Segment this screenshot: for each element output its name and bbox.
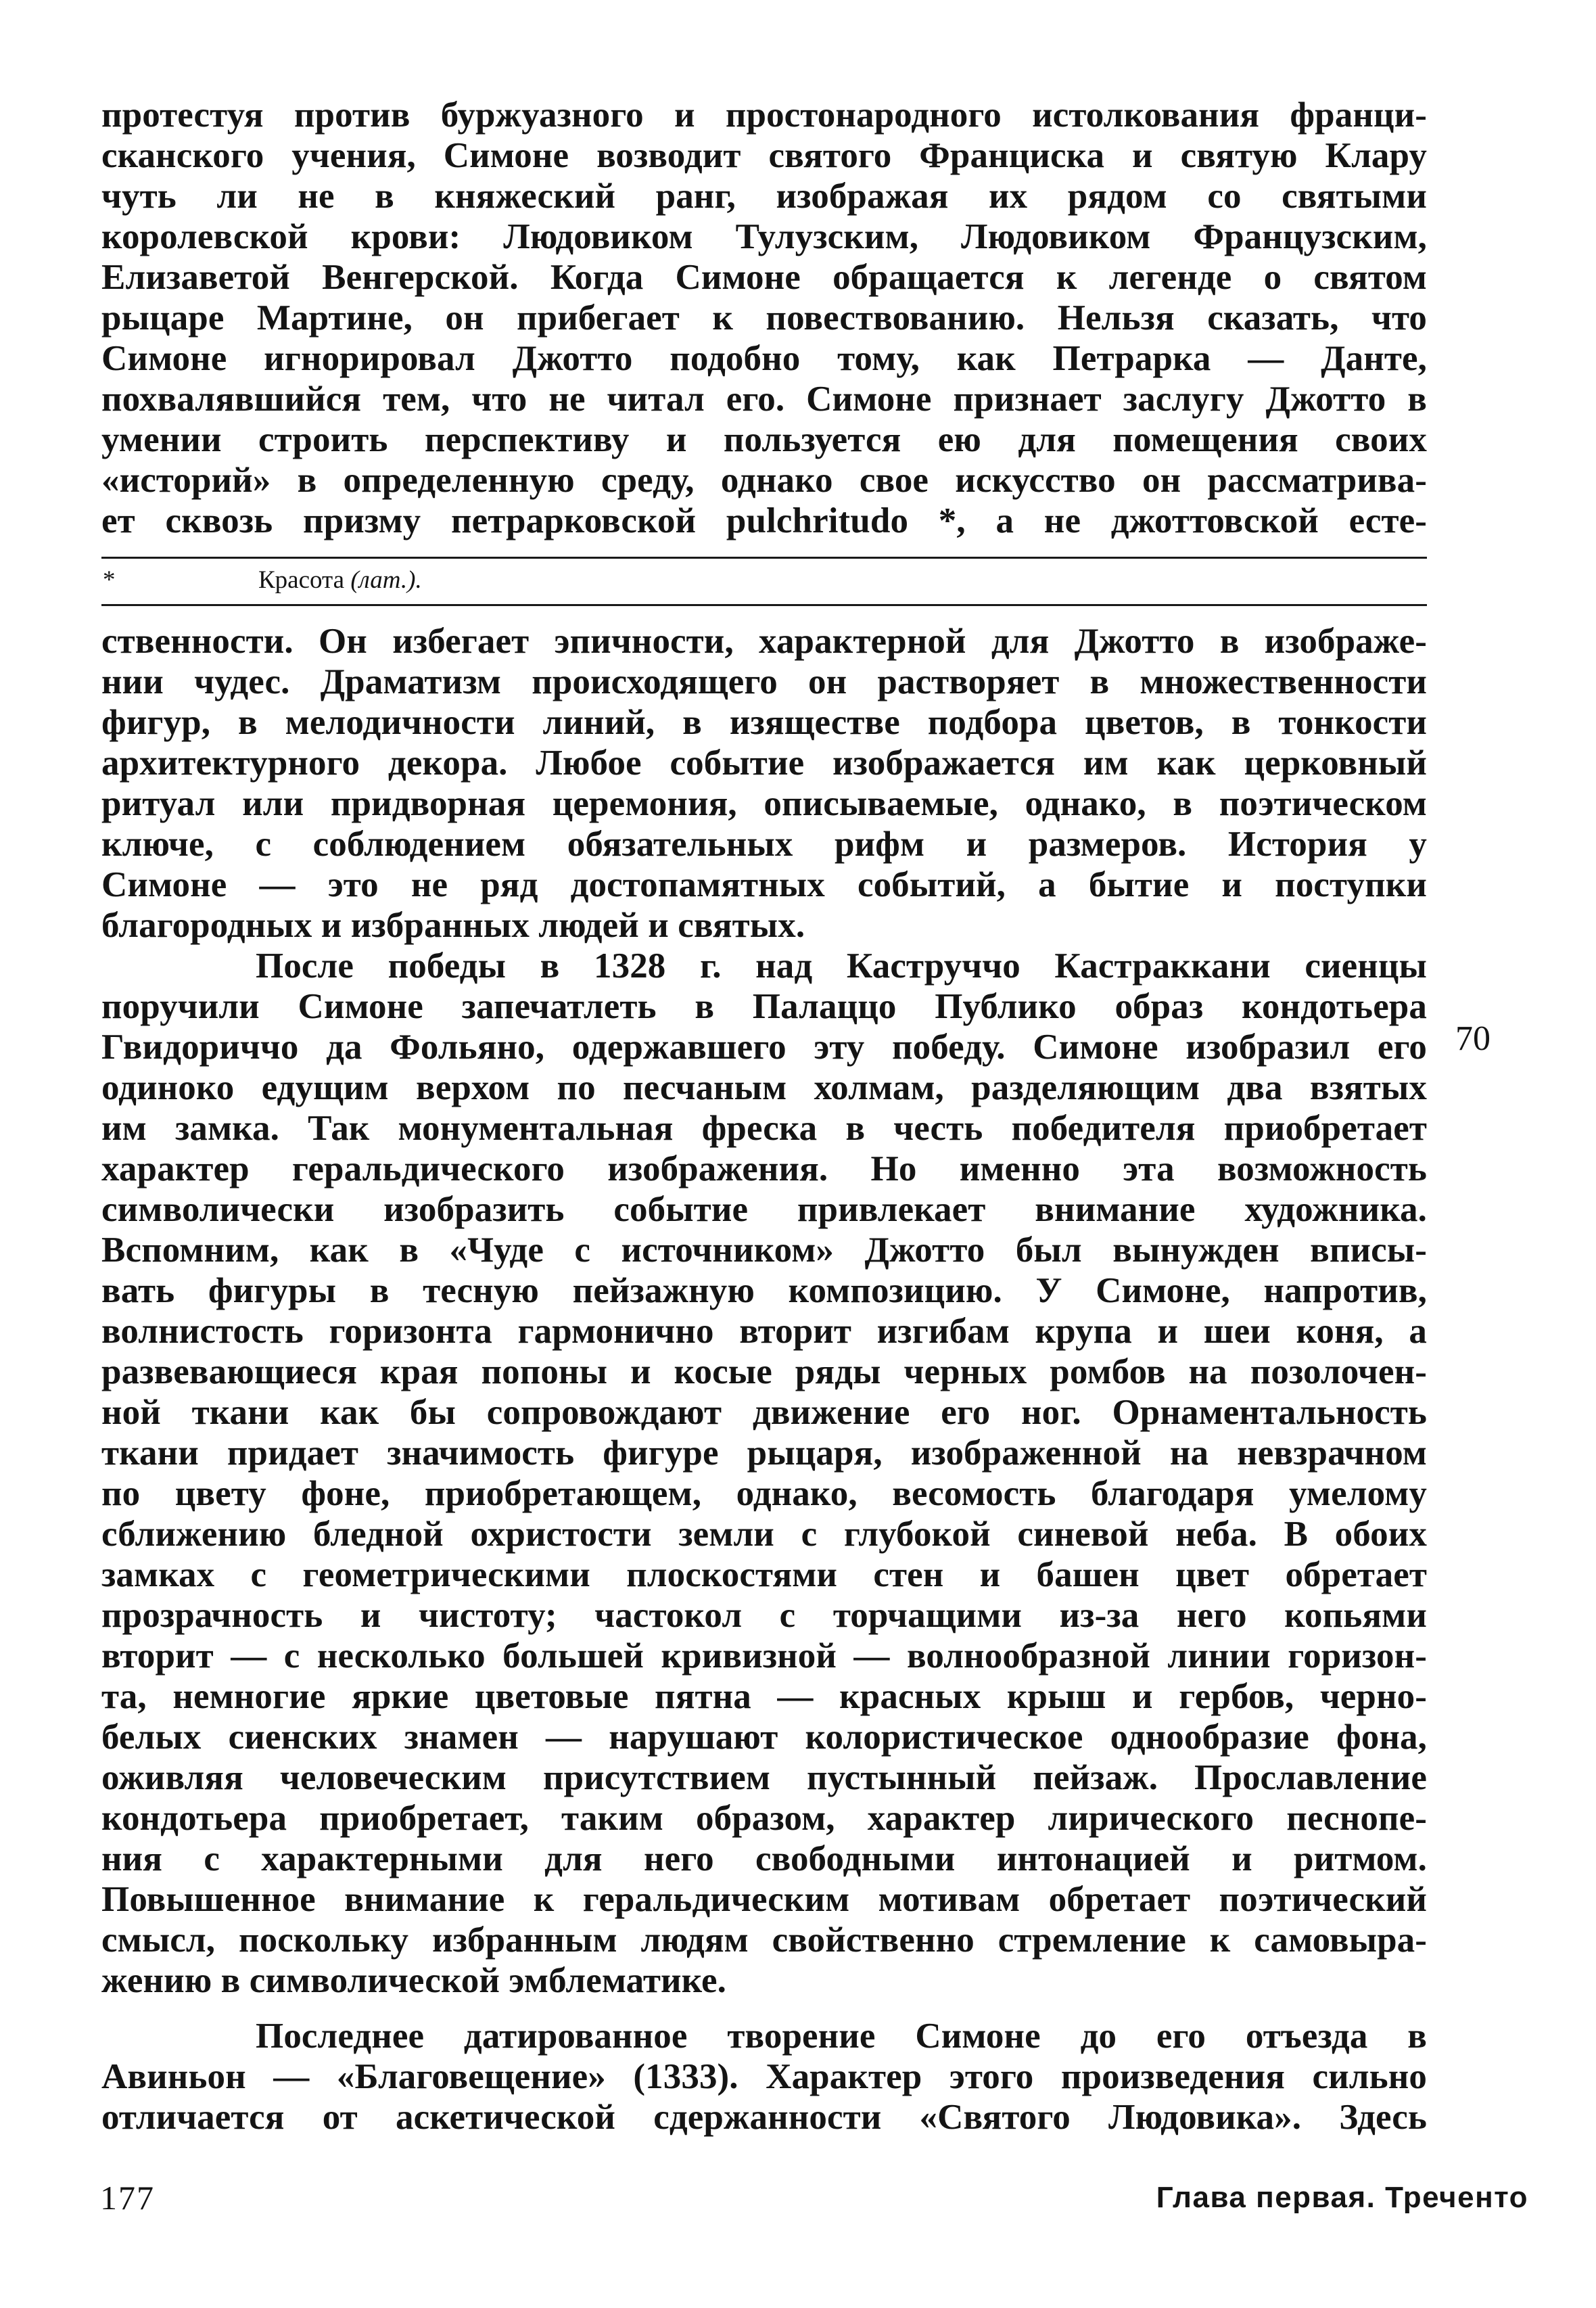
text-line: фигур, в мелодичности линий, в изяществе подбора цветов, в тонкости [101,703,1427,742]
text-line: королевской крови: Людовиком Тулузским, Людовиком Французским, [101,217,1427,256]
text-line: Авиньон — «Благовещение» (1333). Характер этого произведения сильно [101,2057,1427,2096]
text-line: им замка. Так монументальная фреска в честь победителя приобретает [101,1109,1427,1148]
text-line: вторит — с несколько большей кривизной — волнообразной линии горизон- [101,1636,1427,1676]
text-line: поручили Симоне запечатлеть в Палаццо Публико образ кондотьера [101,987,1427,1026]
running-title: Глава первая. Треченто [1156,2181,1528,2214]
text-line: замках с геометрическими плоскостями стен и башен цвет обретает [101,1555,1427,1594]
text-line: характер геральдического изображения. Но именно эта возможность [101,1149,1427,1188]
footnote-rule-top [101,557,1427,559]
text-line: Гвидориччо да Фольяно, одержавшего эту победу. Симоне изобразил его [101,1028,1427,1067]
text-line: та, немногие яркие цветовые пятна — красных крыш и гербов, черно- [101,1677,1427,1716]
text-line: ет сквозь призму петрарковской pulchritudo *, а не джоттовской есте- [101,501,1427,540]
footnote [101,559,1427,601]
paragraph-first-line: Последнее датированное творение Симоне до его отъезда в [256,2016,1427,2056]
text-line: похвалявшийся тем, что не читал его. Симоне признает заслугу Джотто в [101,379,1427,419]
text-line: ткани придает значимость фигуре рыцаря, изображенной на невзрачном [101,1433,1427,1473]
footnote-mark: * [103,566,116,594]
text-line: Симоне игнорировал Джотто подобно тому, как Петрарка — Данте, [101,339,1427,378]
footnote-rule-bottom [101,604,1427,606]
text-line: Повышенное внимание к геральдическим мотивам обретает поэтический [101,1880,1427,1919]
footnote-language-note: (лат.). [350,566,422,594]
body-text-bottom [101,2016,1427,2138]
text-line: смысл, поскольку избранным людям свойственно стремление к самовыра- [101,1920,1427,1960]
text-line: одиноко едущим верхом по песчаным холмам, разделяющим два взятых [101,1068,1427,1107]
text-line: белых сиенских знамен — нарушают колористическое однообразие фона, [101,1717,1427,1757]
text-line: Вспомним, как в «Чуде с источником» Джотто был вынужден вписы- [101,1230,1427,1270]
text-line: «историй» в определенную среду, однако свое искусство он рассматрива- [101,461,1427,500]
paragraph-first-line: После победы в 1328 г. над Каструччо Кастраккани сиенцы [256,946,1427,986]
text-line: сканского учения, Симоне возводит святого Франциска и святую Клару [101,136,1427,175]
text-line: оживляя человеческим присутствием пустынный пейзаж. Прославление [101,1758,1427,1797]
footnote-text: Красота [258,566,351,594]
text-line: ния с характерными для него свободными интонацией и ритмом. [101,1839,1427,1878]
text-line: по цвету фоне, приобретающем, однако, весомость благодаря умелому [101,1474,1427,1513]
text-line: ритуал или придворная церемония, описываемые, однако, в поэтическом [101,784,1427,823]
margin-page-reference: 70 [1455,1019,1491,1058]
text-line: вать фигуры в тесную пейзажную композицию. У Симоне, напротив, [101,1271,1427,1310]
text-line: волнистость горизонта гармонично вторит изгибам крупа и шеи коня, а [101,1312,1427,1351]
body-text-middle [101,621,1427,2001]
text-line: сближению бледной охристости земли с глубокой синевой неба. В обоих [101,1515,1427,1554]
text-line: ключе, с соблюдением обязательных рифм и размеров. История у [101,825,1427,864]
text-line: ственности. Он избегает эпичности, характерной для Джотто в изображе- [101,622,1427,661]
text-line: ной ткани как бы сопровождают движение его ног. Орнаментальность [101,1393,1427,1432]
text-line: нии чудес. Драматизм происходящего он растворяет в множественности [101,662,1427,701]
text-line: протестуя против буржуазного и простонародного истолкования франци- [101,95,1427,135]
text-line: символически изобразить событие привлекает внимание художника. [101,1190,1427,1229]
text-line: жению в символической эмблематике. [101,1961,726,2000]
text-line: архитектурного декора. Любое событие изображается им как церковный [101,743,1427,783]
text-line: рыцаре Мартине, он прибегает к повествованию. Нельзя сказать, что [101,298,1427,338]
page-number: 177 [100,2179,155,2217]
text-line: умении строить перспективу и пользуется ею для помещения своих [101,420,1427,459]
body-text-top [101,95,1427,541]
text-line: кондотьера приобретает, таким образом, характер лирического песнопе- [101,1799,1427,1838]
text-line: Елизаветой Венгерской. Когда Симоне обращается к легенде о святом [101,258,1427,297]
text-line: отличается от аскетической сдержанности «Святого Людовика». Здесь [101,2098,1427,2137]
text-line: развевающиеся края попоны и косые ряды черных ромбов на позолочен- [101,1352,1427,1391]
text-line: прозрачность и чистоту; частокол с торчащими из-за него копьями [101,1596,1427,1635]
text-line: Симоне — это не ряд достопамятных событий, а бытие и поступки [101,865,1427,904]
text-line: чуть ли не в княжеский ранг, изображая их рядом со святыми [101,177,1427,216]
text-line: благородных и избранных людей и святых. [101,906,805,945]
